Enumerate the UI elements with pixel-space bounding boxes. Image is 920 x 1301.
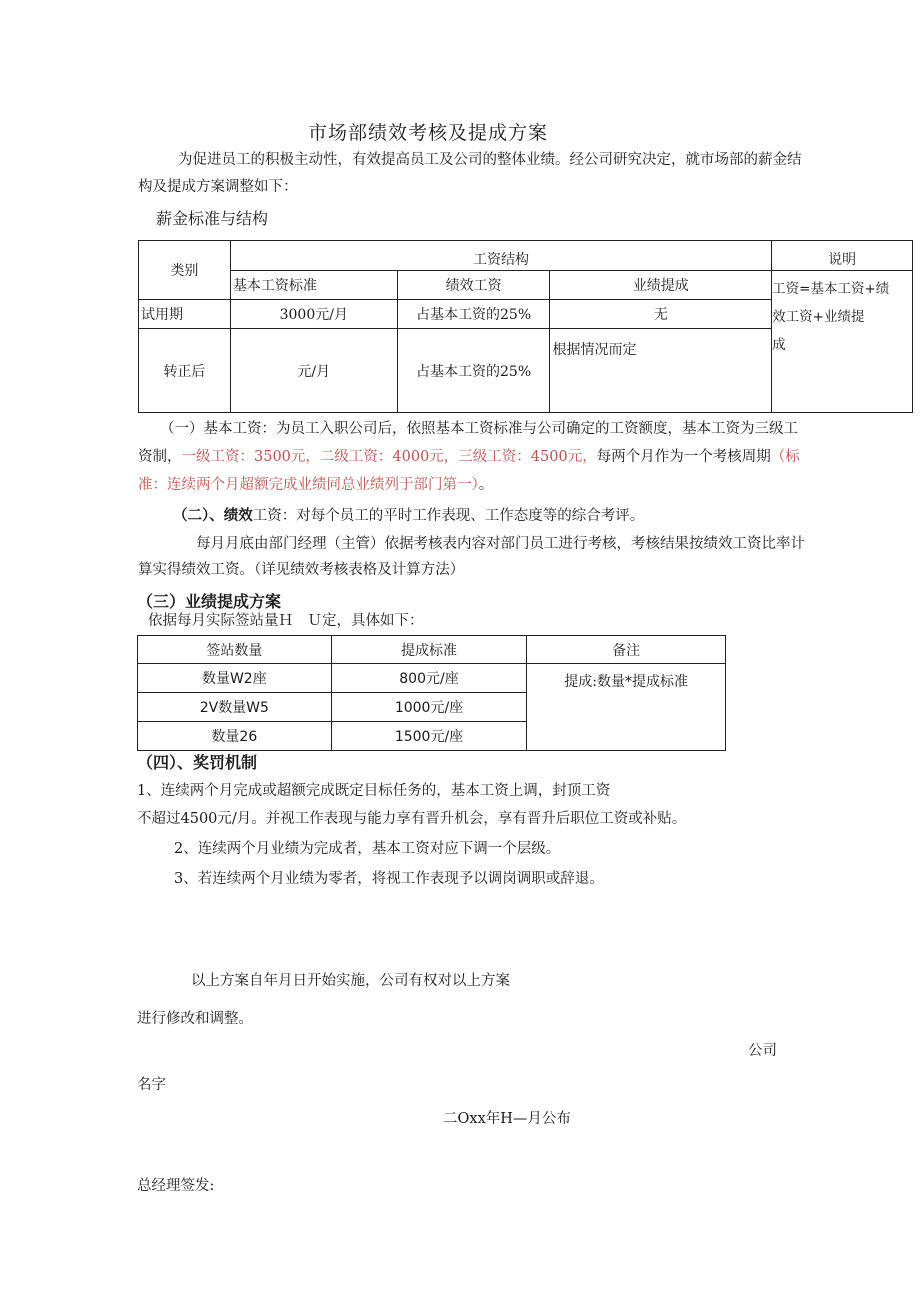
company-label: 公司 <box>748 1043 777 1059</box>
rewards-item-3: 3、若连续两个月业绩为零者，将视工作表现予以调岗调职或辞退。 <box>174 871 604 887</box>
subheader-base: 基本工资标准 <box>230 271 397 300</box>
commission-heading: （三）业绩提成方案 <box>137 592 282 611</box>
header-count: 签站数量 <box>138 636 332 664</box>
section-salary-heading: 薪金标准与结构 <box>156 209 269 228</box>
regular-perf: 占基本工资的25% <box>397 329 550 413</box>
base-salary-line-2 <box>138 446 800 468</box>
count-cell: 数量W2座 <box>138 664 332 693</box>
regular-commission: 根据情况而定 <box>550 329 772 413</box>
rewards-item-2: 2、连续两个月业绩为完成者，基本工资对应下调一个层级。 <box>174 841 561 857</box>
standard-cell: 1500元/座 <box>331 722 527 751</box>
remark-cell: 提成:数量*提成标准 <box>527 664 726 751</box>
header-structure: 工资结构 <box>230 241 771 271</box>
rewards-item-1-line-2: 不超过4500元/月。并视工作表现与能力享有晋升机会，享有晋升后职位工资或补贴。 <box>137 811 687 827</box>
probation-commission: 无 <box>550 300 772 329</box>
header-standard: 提成标准 <box>331 636 527 664</box>
header-note: 说明 <box>772 241 913 271</box>
base-salary-line-3 <box>138 474 493 496</box>
commission-table <box>137 635 726 751</box>
intro-line-1: 为促进员工的积极主动性，有效提高员工及公司的整体业绩。经公司研究决定，就市场部的薪金结 <box>178 152 802 168</box>
signer-label: 总经理签发: <box>137 1178 215 1194</box>
name-label: 名字 <box>137 1077 166 1093</box>
note-cell <box>772 271 913 413</box>
perf-salary-line-3: 算实得绩效工资。（详见绩效考核表格及计算方法） <box>138 562 465 578</box>
base-salary-end: 。 <box>478 477 494 493</box>
assessment-cycle: 每两个月作为一个考核周期 <box>596 449 771 465</box>
note-line-2: 效工资+业绩提 <box>772 309 865 325</box>
salary-levels: 一级工资：3500元，二级工资：4000元，三级工资：4500元， <box>181 449 597 465</box>
perf-salary-desc: 工资：对每个员工的平时工作表现、工作态度等的综合考评。 <box>252 508 645 524</box>
count-cell: 2V数量W5 <box>138 693 332 722</box>
regular-base: 元/月 <box>230 329 397 413</box>
perf-salary-heading: （二）、绩效 <box>173 508 253 524</box>
perf-salary-line-1 <box>173 505 644 527</box>
standard-open: （标 <box>770 449 800 465</box>
header-remark: 备注 <box>527 636 726 664</box>
header-category: 类别 <box>139 241 231 300</box>
rewards-item-1-line-1: 1、连续两个月完成或超额完成既定目标任务的，基本工资上调，封顶工资 <box>137 783 611 799</box>
publish-date: 二Oxx年H—月公布 <box>443 1111 571 1127</box>
subheader-perf: 绩效工资 <box>397 271 550 300</box>
note-line-1: 工资=基本工资+绩 <box>772 281 890 297</box>
note-line-3: 成 <box>772 337 786 353</box>
probation-category: 试用期 <box>139 300 231 329</box>
rewards-heading: （四）、奖罚机制 <box>137 753 258 772</box>
standard-cell: 800元/座 <box>331 664 527 693</box>
intro-line-2: 构及提成方案调整如下： <box>138 179 298 195</box>
page-title: 市场部绩效考核及提成方案 <box>308 122 549 144</box>
salary-table <box>138 240 913 413</box>
probation-perf: 占基本工资的25% <box>397 300 550 329</box>
base-salary-prefix: 资制， <box>138 449 182 465</box>
count-cell: 数量26 <box>138 722 332 751</box>
closing-line-1: 以上方案自年月日开始实施，公司有权对以上方案 <box>191 973 510 989</box>
perf-salary-line-2: 每月月底由部门经理（主管）依据考核表内容对部门员工进行考核，考核结果按绩效工资比率计 <box>196 536 805 552</box>
standard-cell: 1000元/座 <box>331 693 527 722</box>
regular-category: 转正后 <box>139 329 231 413</box>
commission-intro: 依据每月实际签站量Ｈ Ｕ定，具体如下： <box>148 613 424 629</box>
probation-base: 3000元/月 <box>230 300 397 329</box>
subheader-commission: 业绩提成 <box>550 271 772 300</box>
standard-text: 准：连续两个月超额完成业绩同总业绩列于部门第一） <box>138 477 479 493</box>
base-salary-line-1: （一）基本工资：为员工入职公司后，依照基本工资标准与公司确定的工资额度，基本工资为三级工 <box>160 421 798 437</box>
closing-line-2: 进行修改和调整。 <box>137 1011 253 1027</box>
